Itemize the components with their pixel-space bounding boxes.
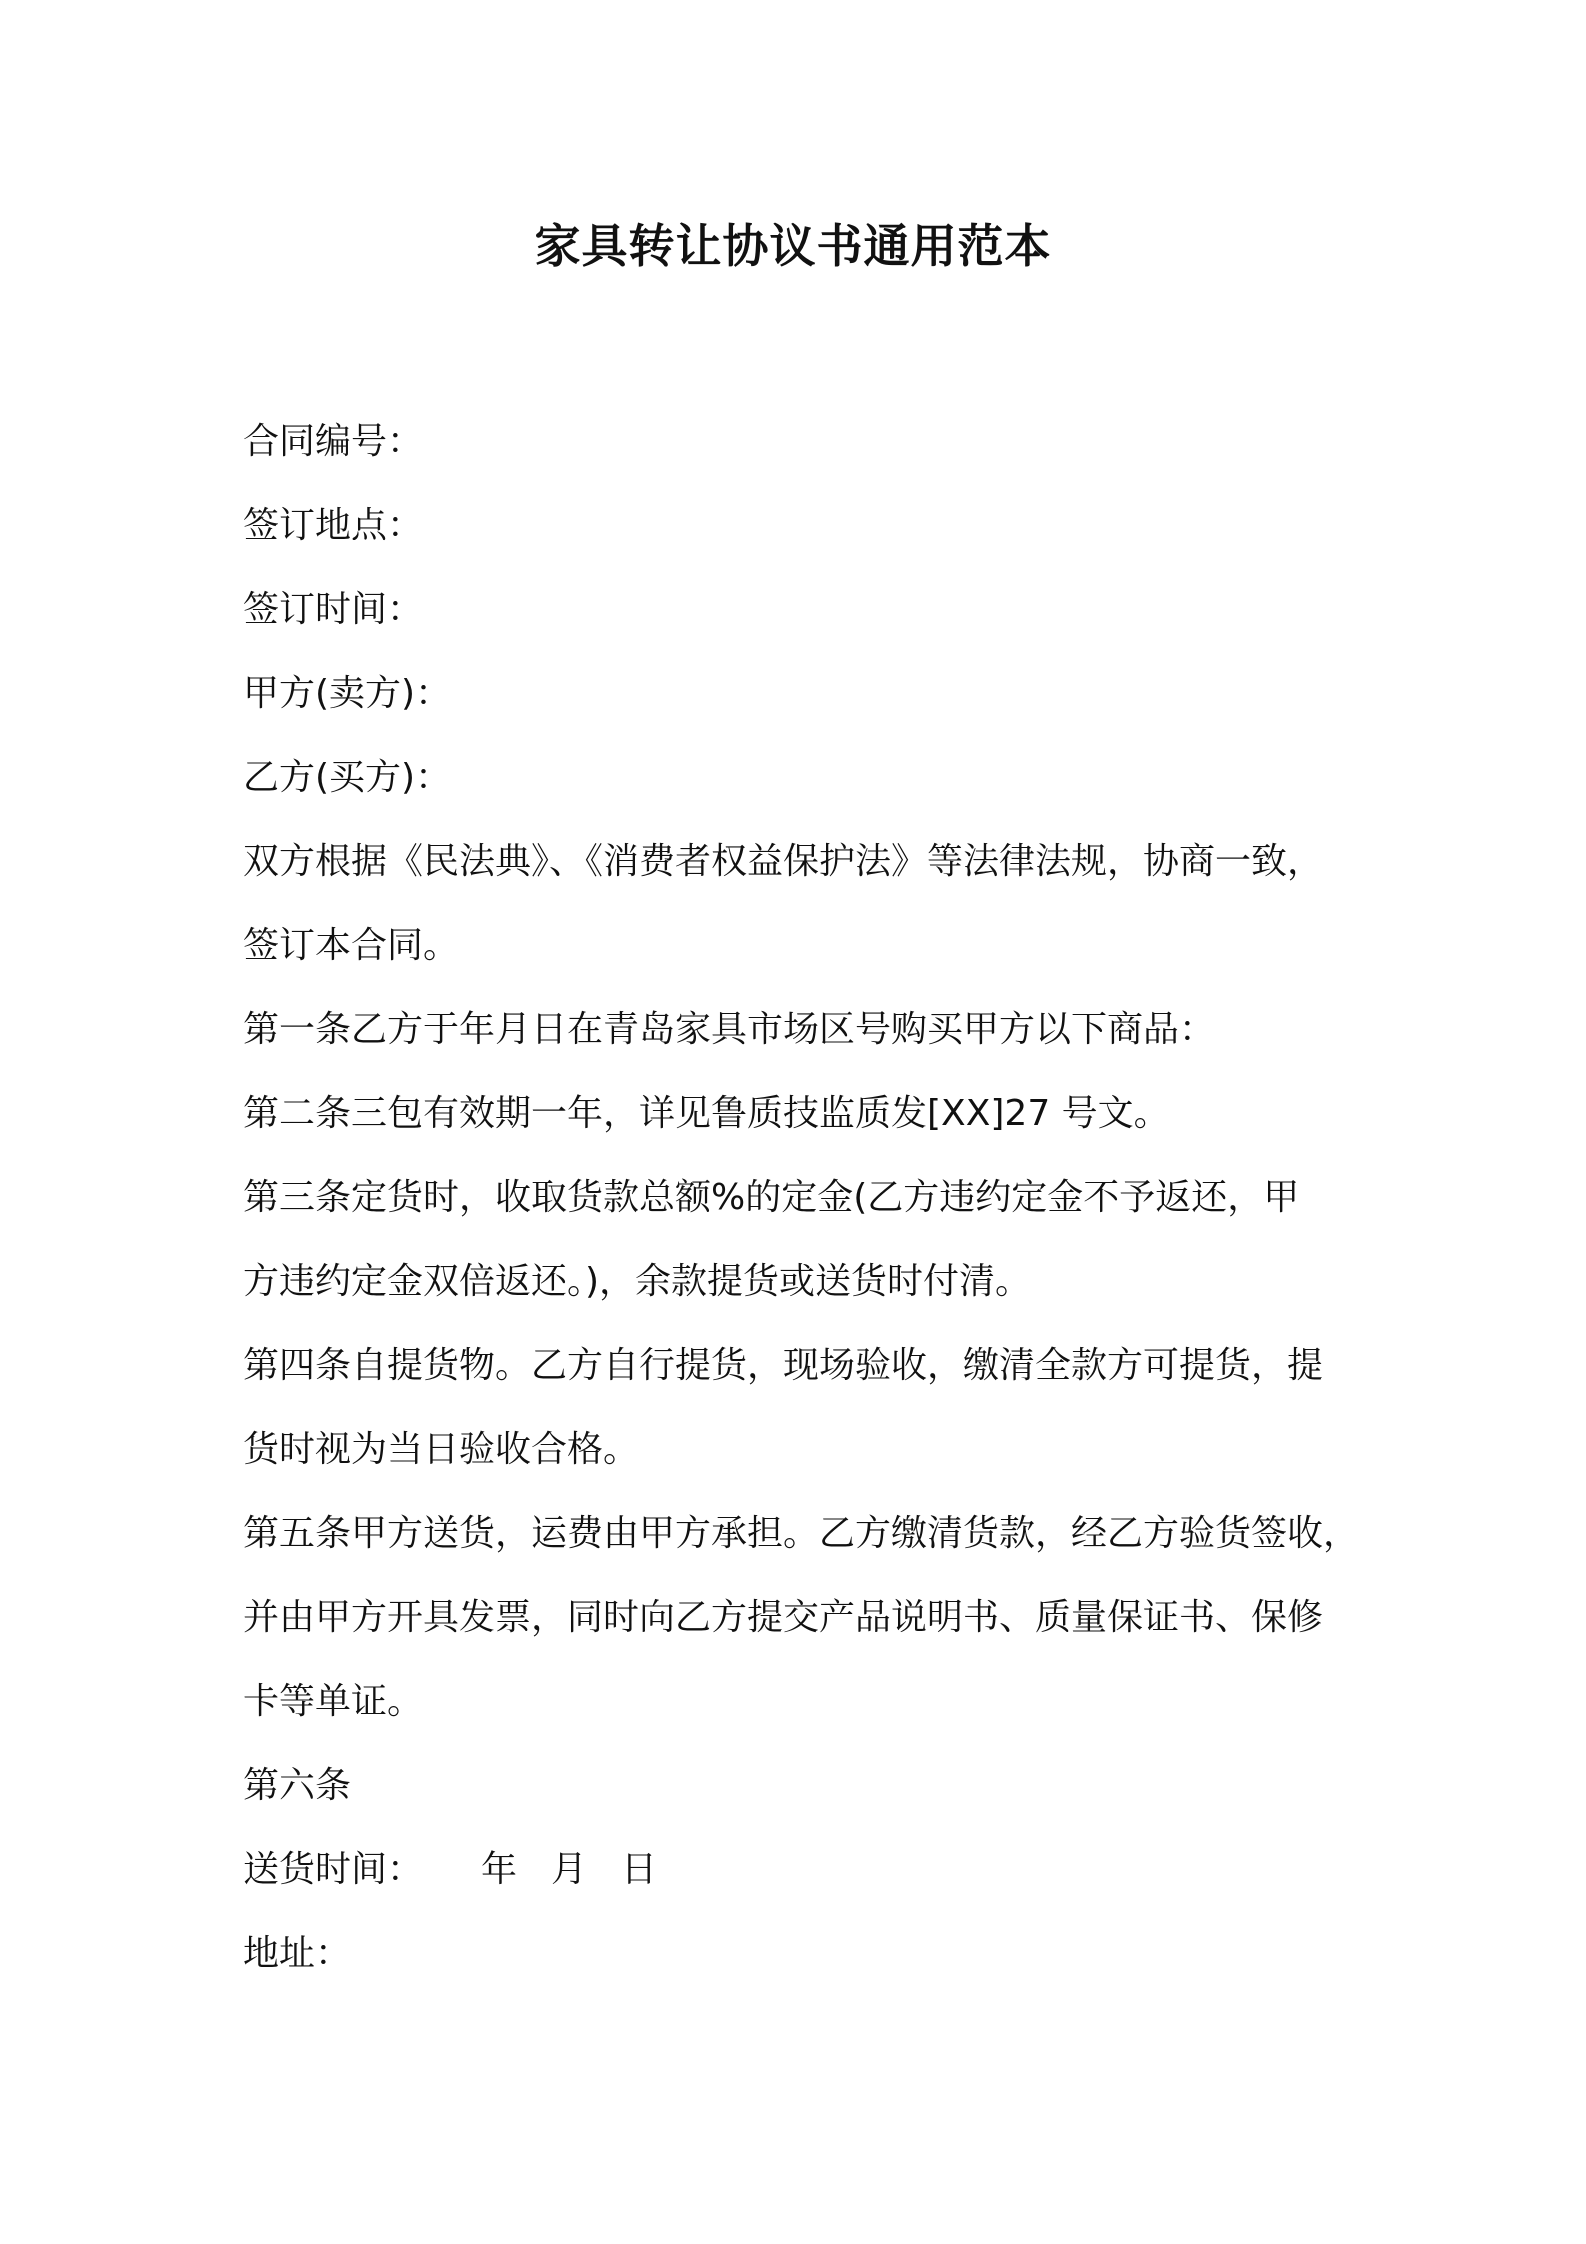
intro-line-2: 签订本合同。 [243, 925, 460, 966]
article-5-line-1: 第五条甲方送货，运费由甲方承担。乙方缴清货款，经乙方验货签收， [243, 1513, 1360, 1554]
article-2-line-1: 第二条三包有效期一年，详见鲁质技监质发[XX]27 号文。 [243, 1093, 1170, 1134]
article-4-line-1: 第四条自提货物。乙方自行提货，现场验收，缴清全款方可提货，提 [243, 1345, 1324, 1386]
delivery-time-label: 送货时间： [243, 1849, 424, 1890]
article-5-line-2: 并由甲方开具发票，同时向乙方提交产品说明书、质量保证书、保修 [243, 1597, 1324, 1638]
article-1-line-1: 第一条乙方于年月日在青岛家具市场区号购买甲方以下商品： [243, 1009, 1216, 1050]
party-b-field: 乙方(买方)： [243, 757, 452, 798]
month-label: 月 [551, 1849, 588, 1890]
article-4-line-2: 货时视为当日验收合格。 [243, 1429, 640, 1470]
party-a-field: 甲方(卖方)： [243, 673, 452, 714]
intro-line-1: 双方根据《民法典》、《消费者权益保护法》等法律法规，协商一致， [243, 841, 1324, 882]
article-3-line-1: 第三条定货时，收取货款总额%的定金(乙方违约定金不予返还，甲 [243, 1177, 1300, 1218]
address-field: 地址： [243, 1933, 352, 1974]
contract-number-field: 合同编号： [243, 421, 424, 462]
delivery-time-line [243, 1828, 1363, 1912]
article-6-heading: 第六条 [243, 1765, 352, 1806]
year-label: 年 [481, 1849, 518, 1890]
article-5-line-3: 卡等单证。 [243, 1681, 424, 1722]
document-title: 家具转让协议书通用范本 [534, 219, 1052, 273]
document-body [243, 400, 1363, 1996]
day-label: 日 [621, 1849, 658, 1890]
article-3-line-2: 方违约定金双倍返还。)，余款提货或送货时付清。 [243, 1261, 1032, 1302]
sign-place-field: 签订地点： [243, 505, 424, 546]
sign-time-field: 签订时间： [243, 589, 424, 630]
